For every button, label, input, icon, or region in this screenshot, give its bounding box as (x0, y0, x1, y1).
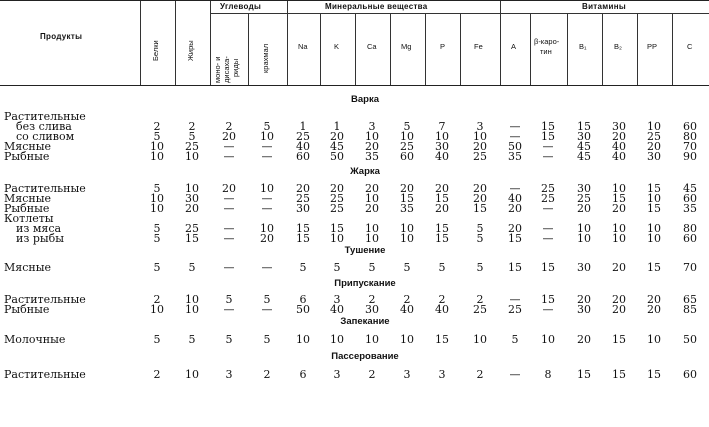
header-mono-line1: моно- и (213, 56, 222, 83)
table-cell: 2 (153, 368, 161, 381)
table-cell: 15 (330, 222, 344, 235)
table-cell: — (542, 222, 554, 235)
table-cell: 5 (153, 232, 161, 245)
table-cell: 10 (185, 368, 199, 381)
table-cell: 20 (330, 130, 344, 143)
table-cell: 80 (683, 130, 697, 143)
table-cell: 10 (365, 333, 379, 346)
section-title: Припускание (334, 278, 396, 289)
table-cell: 10 (400, 333, 414, 346)
table-cell: 3 (438, 368, 446, 381)
table-cell: 60 (296, 150, 310, 163)
header-products: Продукты (40, 32, 83, 41)
table-cell: 50 (296, 303, 310, 316)
table-cell: 20 (612, 130, 626, 143)
table-cell: 25 (473, 303, 487, 316)
table-cell: — (223, 222, 235, 235)
table-cell: 10 (365, 232, 379, 245)
row-label: Рыбные (4, 150, 50, 163)
table-cell: 5 (476, 222, 484, 235)
table-cell: 15 (435, 232, 449, 245)
table-cell: 30 (435, 140, 449, 153)
header-uglevody: Углеводы (220, 2, 262, 11)
table-cell: — (542, 202, 554, 215)
table-cell: 80 (683, 222, 697, 235)
table-cell: 35 (683, 202, 697, 215)
table-cell: 40 (330, 303, 344, 316)
table-cell: 20 (612, 293, 626, 306)
table-cell: 50 (683, 333, 697, 346)
table-cell: 10 (365, 192, 379, 205)
table-cell: — (542, 232, 554, 245)
table-cell: 25 (473, 150, 487, 163)
table-cell: — (261, 140, 273, 153)
table-cell: 15 (612, 333, 626, 346)
table-cell: 10 (365, 222, 379, 235)
table-cell: 5 (438, 261, 446, 274)
table-cell: 1 (333, 120, 341, 133)
table-cell: 5 (511, 333, 519, 346)
table-cell: 30 (296, 202, 310, 215)
table-cell: 10 (647, 232, 661, 245)
row-label: Молочные (4, 333, 66, 346)
table-cell: — (261, 202, 273, 215)
table-cell: 15 (435, 333, 449, 346)
table-cell: 70 (683, 261, 697, 274)
header-c: C (687, 42, 693, 51)
table-cell: 45 (683, 182, 697, 195)
table-cell: 65 (683, 293, 697, 306)
table-cell: — (223, 261, 235, 274)
header-vitaminy: Витамины (582, 2, 626, 11)
row-label: Котлеты (4, 212, 54, 225)
header-beta-line2: тин (540, 47, 552, 56)
table-cell: 20 (365, 140, 379, 153)
header-k: K (334, 42, 340, 51)
table-cell: — (509, 182, 521, 195)
table-cell: 6 (299, 368, 307, 381)
table-cell: 10 (647, 333, 661, 346)
table-cell: 3 (476, 120, 484, 133)
table-cell: 25 (647, 130, 661, 143)
table-cell: — (223, 232, 235, 245)
table-cell: 35 (365, 150, 379, 163)
table-cell: 15 (647, 368, 661, 381)
table-cell: 30 (185, 192, 199, 205)
table-cell: 15 (647, 202, 661, 215)
table-cell: 30 (647, 150, 661, 163)
header-ca: Ca (367, 42, 377, 51)
table-cell: — (223, 150, 235, 163)
table-cell: 10 (296, 333, 310, 346)
table-cell: 10 (612, 182, 626, 195)
table-cell: 20 (473, 140, 487, 153)
table-cell: 60 (683, 232, 697, 245)
table-cell: 20 (612, 202, 626, 215)
table-cell: 20 (612, 303, 626, 316)
table-cell: 10 (185, 182, 199, 195)
table-cell: 20 (473, 182, 487, 195)
section-title: Пассерование (331, 351, 399, 362)
table-cell: — (509, 293, 521, 306)
table-cell: 10 (150, 140, 164, 153)
table-cell: 15 (473, 202, 487, 215)
table-cell: 60 (683, 192, 697, 205)
table-cell: 35 (400, 202, 414, 215)
header-mg: Mg (401, 42, 412, 51)
table-cell: 20 (612, 261, 626, 274)
table-cell: 15 (296, 222, 310, 235)
table-cell: 25 (296, 192, 310, 205)
table-cell: 10 (150, 303, 164, 316)
row-label: из рыбы (16, 232, 65, 245)
table-cell: 40 (612, 150, 626, 163)
table-cell: 15 (508, 261, 522, 274)
table-cell: 90 (683, 150, 697, 163)
table-cell: 20 (508, 202, 522, 215)
table-cell: 50 (330, 150, 344, 163)
table-cell: 3 (225, 368, 233, 381)
table-cell: 15 (435, 222, 449, 235)
table-cell: 10 (185, 293, 199, 306)
table-cell: 10 (260, 222, 274, 235)
table-cell: 10 (260, 130, 274, 143)
table-cell: 10 (150, 150, 164, 163)
table-cell: 25 (185, 222, 199, 235)
table-cell: 10 (330, 232, 344, 245)
table-cell: 15 (296, 232, 310, 245)
table-cell: 5 (188, 130, 196, 143)
table-cell: 5 (153, 333, 161, 346)
table-cell: 20 (647, 140, 661, 153)
row-label: без слива (16, 120, 72, 133)
table-cell: 25 (330, 202, 344, 215)
row-label: Мясные (4, 140, 51, 153)
row-label: Растительные (4, 182, 86, 195)
row-label: Рыбные (4, 303, 50, 316)
table-cell: 15 (185, 232, 199, 245)
table-cell: 5 (263, 120, 271, 133)
table-cell: 70 (683, 140, 697, 153)
table-cell: 30 (365, 303, 379, 316)
table-cell: 5 (153, 261, 161, 274)
table-cell: 2 (153, 293, 161, 306)
table-cell: 5 (188, 333, 196, 346)
table-cell: 30 (577, 182, 591, 195)
table-cell: 3 (368, 120, 376, 133)
table-cell: 15 (612, 368, 626, 381)
table-cell: 20 (473, 192, 487, 205)
table-cell: 45 (330, 140, 344, 153)
table-cell: 5 (476, 232, 484, 245)
table-cell: — (509, 368, 521, 381)
row-label: из мяса (16, 222, 62, 235)
table-cell: 25 (508, 303, 522, 316)
table-cell: 40 (296, 140, 310, 153)
table-cell: 60 (683, 368, 697, 381)
table-cell: 5 (333, 261, 341, 274)
table-cell: — (223, 192, 235, 205)
table-cell: 15 (541, 120, 555, 133)
table-cell: 30 (577, 130, 591, 143)
table-cell: 1 (299, 120, 307, 133)
table-cell: 20 (260, 232, 274, 245)
header-krakhmal: крахмал (261, 43, 270, 73)
table-cell: 8 (544, 368, 552, 381)
table-cell: 10 (541, 333, 555, 346)
row-label: со сливом (16, 130, 75, 143)
table-cell: 10 (647, 120, 661, 133)
table-cell: 40 (435, 150, 449, 163)
table-cell: 7 (438, 120, 446, 133)
table-header (0, 0, 709, 86)
table-cell: 5 (263, 293, 271, 306)
table-cell: 2 (188, 120, 196, 133)
section-title: Тушение (344, 245, 386, 256)
table-cell: 60 (683, 120, 697, 133)
table-cell: — (261, 303, 273, 316)
table-cell: 10 (647, 192, 661, 205)
table-cell: 3 (333, 293, 341, 306)
table-cell: 30 (577, 303, 591, 316)
header-b2: B₂ (614, 42, 622, 51)
table-cell: 40 (400, 303, 414, 316)
header-a: A (511, 42, 517, 51)
table-cell: 10 (185, 150, 199, 163)
header-mineral: Минеральные вещества (325, 2, 428, 11)
header-mono-line2: дисаха- (222, 56, 231, 83)
table-cell: 15 (508, 232, 522, 245)
table-cell: 15 (577, 120, 591, 133)
table-cell: 25 (330, 192, 344, 205)
table-cell: 40 (435, 303, 449, 316)
table-cell: 2 (476, 368, 484, 381)
table-cell: 5 (153, 130, 161, 143)
table-cell: 2 (438, 293, 446, 306)
table-cell: 2 (368, 293, 376, 306)
header-p: P (440, 42, 446, 51)
table-cell: 20 (647, 293, 661, 306)
header-belki: Белки (151, 40, 160, 61)
table-cell: 5 (299, 261, 307, 274)
header-fe: Fe (474, 42, 483, 51)
header-na: Na (298, 42, 308, 51)
table-cell: 5 (403, 120, 411, 133)
table-cell: 30 (612, 120, 626, 133)
table-cell: 10 (185, 303, 199, 316)
table-cell: 20 (400, 182, 414, 195)
section-title: Запекание (340, 316, 390, 327)
table-cell: 10 (400, 232, 414, 245)
table-cell: 20 (296, 182, 310, 195)
row-label: Растительные (4, 368, 86, 381)
table-cell: 25 (185, 140, 199, 153)
table-cell: 5 (403, 261, 411, 274)
table-cell: 15 (612, 192, 626, 205)
table-cell: 10 (647, 222, 661, 235)
row-label: Мясные (4, 261, 51, 274)
table-cell: 15 (435, 192, 449, 205)
row-label: Мясные (4, 192, 51, 205)
header-beta-line1: β-каро- (534, 37, 560, 46)
table-cell: 50 (508, 140, 522, 153)
section-title: Варка (351, 94, 379, 105)
table-cell: 5 (263, 333, 271, 346)
table-cell: 20 (647, 303, 661, 316)
table-cell: 20 (577, 293, 591, 306)
table-cell: 25 (296, 130, 310, 143)
table-cell: 20 (435, 202, 449, 215)
table-cell: 20 (185, 202, 199, 215)
row-label: Растительные (4, 110, 86, 123)
table-cell: 20 (222, 130, 236, 143)
table-cell: 20 (330, 182, 344, 195)
header-b1: B₁ (579, 42, 587, 51)
table-cell: 2 (476, 293, 484, 306)
table-cell: 10 (577, 232, 591, 245)
table-cell: — (542, 303, 554, 316)
section-title: Жарка (350, 166, 380, 177)
table-cell: 2 (263, 368, 271, 381)
table-cell: 40 (612, 140, 626, 153)
row-label: Растительные (4, 293, 86, 306)
table-cell: 2 (368, 368, 376, 381)
table-cell: 5 (476, 261, 484, 274)
table-cell: 6 (299, 293, 307, 306)
table-cell: — (261, 150, 273, 163)
table-cell: 15 (577, 368, 591, 381)
table-cell: 15 (647, 261, 661, 274)
table-cell: 2 (153, 120, 161, 133)
table-cell: 10 (473, 333, 487, 346)
table-cell: 5 (153, 222, 161, 235)
table-cell: 10 (150, 202, 164, 215)
table-cell: 25 (577, 192, 591, 205)
table-cell: 10 (435, 130, 449, 143)
table-cell: 25 (541, 192, 555, 205)
table-cell: 25 (400, 140, 414, 153)
table-cell: 10 (330, 333, 344, 346)
header-mono-line3: риды (231, 58, 240, 77)
table-cell: — (261, 261, 273, 274)
table-cell: 20 (577, 202, 591, 215)
table-cell: 10 (400, 130, 414, 143)
table-cell: 15 (400, 192, 414, 205)
table-cell: — (542, 150, 554, 163)
table-cell: 45 (577, 150, 591, 163)
table-cell: — (223, 202, 235, 215)
row-label: Рыбные (4, 202, 50, 215)
table-cell: — (509, 130, 521, 143)
table-cell: — (509, 120, 521, 133)
header-pp: PP (647, 42, 658, 51)
table-cell: 10 (260, 182, 274, 195)
table-cell: 20 (435, 182, 449, 195)
table-cell: 45 (577, 140, 591, 153)
table-cell: 3 (403, 368, 411, 381)
table-cell: — (261, 192, 273, 205)
table-cell: 10 (400, 222, 414, 235)
table-cell: 10 (612, 222, 626, 235)
table-cell: 20 (508, 222, 522, 235)
table-cell: 2 (403, 293, 411, 306)
table-cell: — (223, 140, 235, 153)
table-cell: 10 (473, 130, 487, 143)
table-cell: 5 (225, 293, 233, 306)
table-cell: 20 (365, 182, 379, 195)
table-cell: 15 (541, 261, 555, 274)
table-cell: 5 (225, 333, 233, 346)
table-cell: 20 (222, 182, 236, 195)
table-cell: — (542, 140, 554, 153)
table-cell: 60 (400, 150, 414, 163)
table-cell: 15 (647, 182, 661, 195)
table-cell: 5 (153, 182, 161, 195)
table-cell: 25 (541, 182, 555, 195)
table-cell: 2 (225, 120, 233, 133)
table-cell: 3 (333, 368, 341, 381)
table-cell: 85 (683, 303, 697, 316)
table-cell: 10 (150, 192, 164, 205)
table-cell: 30 (577, 261, 591, 274)
table-cell: — (223, 303, 235, 316)
table-cell: 10 (365, 130, 379, 143)
table-cell: 40 (508, 192, 522, 205)
table-cell: 5 (368, 261, 376, 274)
table-cell: 5 (188, 261, 196, 274)
header-zhiry: Жиры (186, 40, 195, 61)
table-cell: 10 (612, 232, 626, 245)
table-cell: 15 (541, 130, 555, 143)
table-cell: 15 (541, 293, 555, 306)
table-cell: 35 (508, 150, 522, 163)
table-cell: 10 (577, 222, 591, 235)
table-cell: 20 (577, 333, 591, 346)
table-cell: 20 (365, 202, 379, 215)
